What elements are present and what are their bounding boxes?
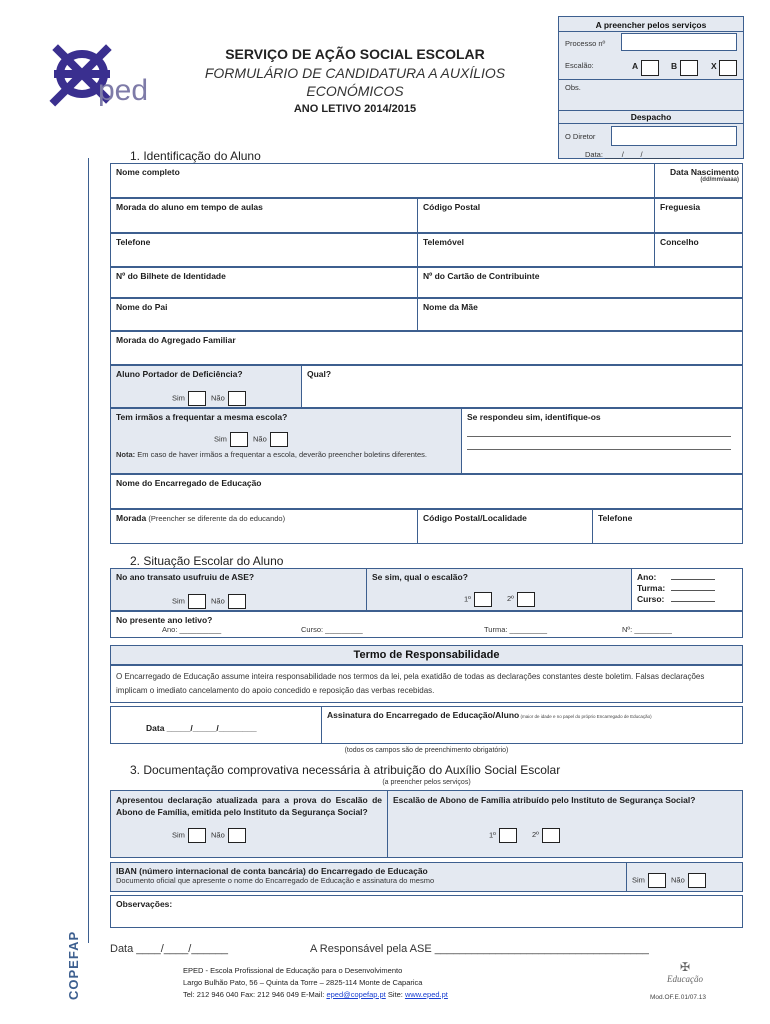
services-box — [558, 16, 744, 159]
escalao-a-label: A — [632, 61, 639, 71]
presente-label: No presente ano letivo? — [116, 615, 213, 625]
footer-data: Data ____/____/______ — [110, 943, 229, 955]
termo-data-field[interactable] — [111, 707, 321, 743]
row-agregado — [110, 331, 743, 365]
despacho-title: Despacho — [630, 112, 672, 122]
curso-label: Curso: — [637, 594, 665, 604]
termo-text-row — [110, 665, 743, 703]
section-2-title: 2. Situação Escolar do Aluno — [130, 554, 284, 568]
presente-numero: Nº: _________ — [622, 625, 672, 634]
escalao-abono-label: Escalão de Abono de Família atribuído pelo Instituto de Segurança Social? — [393, 795, 696, 805]
irmaos-label: Tem irmãos a frequentar a mesma escola? — [116, 412, 288, 422]
assinatura-field[interactable] — [321, 707, 744, 743]
nota-text — [116, 449, 456, 460]
sim-label: Sim — [172, 830, 185, 840]
site-label: Site: — [385, 990, 405, 999]
row-telefone — [110, 233, 743, 267]
row-pais — [110, 298, 743, 331]
row-irmaos — [110, 408, 743, 474]
nota-bold: Nota: — [116, 450, 136, 459]
termo-title: Termo de Responsabilidade — [353, 649, 500, 661]
escalao-b-checkbox[interactable] — [680, 60, 698, 76]
data-format-hint: (dd/mm/aaaa) — [700, 177, 739, 183]
escalao-2-label: 2º — [507, 594, 514, 604]
edu-logo — [660, 960, 710, 984]
sim-label: Sim — [214, 434, 227, 444]
qual-escalao-cell — [366, 569, 631, 610]
data-nascimento-field[interactable] — [654, 164, 744, 197]
sim-label: Sim — [632, 875, 645, 885]
termo-data: Data _____/_____/________ — [146, 723, 257, 733]
row-observacoes — [110, 895, 743, 928]
abono-2-label: 2º — [532, 830, 539, 840]
section-3-title: 3. Documentação comprovativa necessária à atribuição do Auxílio Social Escolar — [130, 763, 561, 777]
iban-label: IBAN (número internacional de conta bancária) do Encarregado de Educação — [116, 866, 428, 876]
assinatura-note: (maior de idade e no papel do próprio Encarregado de Educação) — [519, 714, 652, 719]
abono-1-label: 1º — [489, 830, 496, 840]
morada-ee-note: (Preencher se diferente da do educando) — [146, 514, 286, 523]
footer-responsavel: A Responsável pela ASE ___________________________________ — [310, 943, 649, 955]
codigo-postal-field[interactable]: Código Postal — [417, 199, 654, 232]
observacoes-field[interactable]: Observações: — [116, 899, 173, 909]
footer-address — [183, 965, 448, 1001]
iban-sim-checkbox[interactable] — [648, 873, 666, 888]
presente-ano: Ano: __________ — [162, 625, 222, 634]
nota-body: Em caso de haver irmãos a frequentar a escola, deverão preencher boletins diferentes. — [135, 450, 428, 459]
freguesia-field[interactable]: Freguesia — [654, 199, 744, 232]
abono-2-checkbox[interactable] — [542, 828, 560, 843]
iban-check-cell — [626, 863, 744, 891]
row-assinatura — [110, 706, 743, 744]
morada-aulas-field[interactable]: Morada do aluno em tempo de aulas — [116, 202, 263, 212]
sim-label: Sim — [172, 393, 185, 403]
row-bi — [110, 267, 743, 298]
telemovel-field[interactable]: Telemóvel — [417, 234, 654, 266]
turma-label: Turma: — [637, 583, 666, 593]
termo-text: O Encarregado de Educação assume inteira responsabilidade nos termos da lei, pela exatidão de todas as declarações constantes deste boletim. Falsas declarações implicam o imediato cancelamento do apoio concedido e reposição das verbas recebidas. — [116, 672, 705, 695]
diretor-label: O Diretor — [565, 132, 596, 141]
cod-postal-loc-field[interactable]: Código Postal/Localidade — [417, 510, 592, 543]
iban-nao-checkbox[interactable] — [688, 873, 706, 888]
nao-label: Não — [211, 830, 225, 840]
side-copefap — [66, 920, 81, 1000]
morada-ee-field[interactable] — [111, 510, 417, 543]
footer-line-2: Largo Bulhão Pato, 56 – Quinta da Torre – 2825-114 Monte de Caparica — [183, 978, 423, 987]
escalao-label: Escalão: — [565, 61, 594, 70]
nao-label: Não — [671, 875, 685, 885]
sim-label: Sim — [172, 596, 185, 606]
declaracao-label: Apresentou declaração atualizada para a prova do Escalão de Abono de Família, emitida pelo Instituto da Segurança Social? — [116, 795, 382, 817]
deficiencia-nao-checkbox[interactable] — [228, 391, 246, 406]
footer-contact: Tel: 212 946 040 Fax: 212 946 049 E-Mail: — [183, 990, 327, 999]
school-year: ANO LETIVO 2014/2015 — [293, 103, 417, 115]
data-nascimento-label: Data Nascimento — [670, 167, 739, 177]
nao-label: Não — [253, 434, 267, 444]
row-declaracao — [110, 790, 743, 858]
ase-nao-checkbox[interactable] — [228, 594, 246, 609]
ase-sim-checkbox[interactable] — [188, 594, 206, 609]
ano-turma-curso-cell[interactable] — [631, 569, 744, 610]
irmaos-nao-checkbox[interactable] — [270, 432, 288, 447]
termo-header — [110, 645, 743, 665]
encarregado-field[interactable]: Nome do Encarregado de Educação — [116, 478, 262, 488]
presente-cell[interactable] — [111, 612, 744, 637]
telefone-field[interactable]: Telefone — [116, 237, 151, 247]
qual-field[interactable]: Qual? — [301, 366, 744, 407]
declaracao-nao-checkbox[interactable] — [228, 828, 246, 843]
nao-label: Não — [211, 596, 225, 606]
deficiencia-cell — [111, 366, 301, 407]
irmaos-cell — [111, 409, 461, 473]
row-nome — [110, 163, 743, 198]
edu-text: Educação — [667, 974, 703, 984]
row-deficiencia — [110, 365, 743, 408]
mod-code: Mod.OF.E.01/07.13 — [650, 994, 707, 1001]
declaracao-sim-checkbox[interactable] — [188, 828, 206, 843]
process-label: Processo nº — [565, 39, 606, 48]
copefap-text: COPEFAP — [66, 930, 81, 1000]
page-title: SERVIÇO DE AÇÃO SOCIAL ESCOLAR — [225, 46, 485, 62]
obs-label: Obs. — [565, 83, 581, 92]
identifique-cell[interactable] — [461, 409, 744, 473]
ase-cell — [111, 569, 366, 610]
bi-field[interactable]: Nº do Bilhete de Identidade — [116, 271, 226, 281]
identifique-label: Se respondeu sim, identifique-os — [467, 412, 601, 422]
irmaos-sim-checkbox[interactable] — [230, 432, 248, 447]
row-morada — [110, 198, 743, 233]
obrigatorio-note: (todos os campos são de preenchimento obrigatório) — [344, 747, 509, 754]
diretor-input[interactable] — [611, 126, 737, 146]
footer-line-1: EPED - Escola Profissional de Educação para o Desenvolvimento — [183, 966, 403, 975]
row-presente — [110, 611, 743, 638]
section-1-title: 1. Identificação do Aluno — [130, 149, 261, 163]
nome-mae-field[interactable]: Nome da Mãe — [417, 299, 744, 330]
site-link[interactable]: www.eped.pt — [404, 990, 448, 999]
presente-turma: Turma: _________ — [484, 625, 548, 634]
nome-pai-field[interactable]: Nome do Pai — [116, 302, 168, 312]
concelho-field[interactable]: Concelho — [654, 234, 744, 266]
ano-label: Ano: — [637, 572, 657, 582]
process-input[interactable] — [621, 33, 737, 51]
escalao-abono-cell — [387, 791, 744, 857]
escalao-a-checkbox[interactable] — [641, 60, 659, 76]
telefone-ee-field[interactable]: Telefone — [592, 510, 744, 543]
presente-curso: Curso: _________ — [301, 625, 363, 634]
morada-agregado-field[interactable]: Morada do Agregado Familiar — [116, 335, 236, 345]
form-subtitle-1: FORMULÁRIO DE CANDIDATURA A AUXÍLIOS — [204, 65, 506, 81]
abono-1-checkbox[interactable] — [499, 828, 517, 843]
email-link[interactable]: eped@copefap.pt — [326, 990, 386, 999]
iban-note: Documento oficial que apresente o nome do Encarregado de Educação e assinatura do mesmo — [116, 876, 435, 885]
logo — [40, 28, 160, 118]
despacho-date: Data: ____/____/_________ — [585, 150, 681, 159]
escalao-x-label: X — [711, 61, 717, 71]
iban-cell — [111, 863, 626, 891]
side-divider — [88, 158, 89, 943]
row-iban — [110, 862, 743, 892]
row-morada-ee — [110, 509, 743, 544]
declaracao-cell — [111, 791, 387, 857]
escalao-1-checkbox[interactable] — [474, 592, 492, 607]
qual-escalao-label: Se sim, qual o escalão? — [372, 572, 468, 582]
row-ase — [110, 568, 743, 611]
contribuinte-field[interactable]: Nº do Cartão de Contribuinte — [417, 268, 744, 297]
morada-ee-label: Morada — [116, 513, 147, 523]
edu-emblem-icon: ✠ — [679, 960, 691, 974]
services-title: A preencher pelos serviços — [595, 20, 707, 30]
row-encarregado — [110, 474, 743, 509]
deficiencia-label: Aluno Portador de Deficiência? — [116, 369, 243, 379]
deficiencia-sim-checkbox[interactable] — [188, 391, 206, 406]
logo-text: ped — [98, 74, 149, 107]
nao-label: Não — [211, 393, 225, 403]
nome-completo-field[interactable]: Nome completo — [116, 167, 180, 177]
escalao-2-checkbox[interactable] — [517, 592, 535, 607]
form-subtitle-2: ECONÓMICOS — [306, 83, 404, 99]
assinatura-label: Assinatura do Encarregado de Educação/Aluno — [327, 710, 520, 720]
escalao-b-label: B — [671, 61, 678, 71]
section-3-sub: (a preencher pelos serviços) — [382, 779, 471, 786]
escalao-1-label: 1º — [464, 594, 471, 604]
ase-label: No ano transato usufruiu de ASE? — [116, 572, 255, 582]
escalao-x-checkbox[interactable] — [719, 60, 737, 76]
